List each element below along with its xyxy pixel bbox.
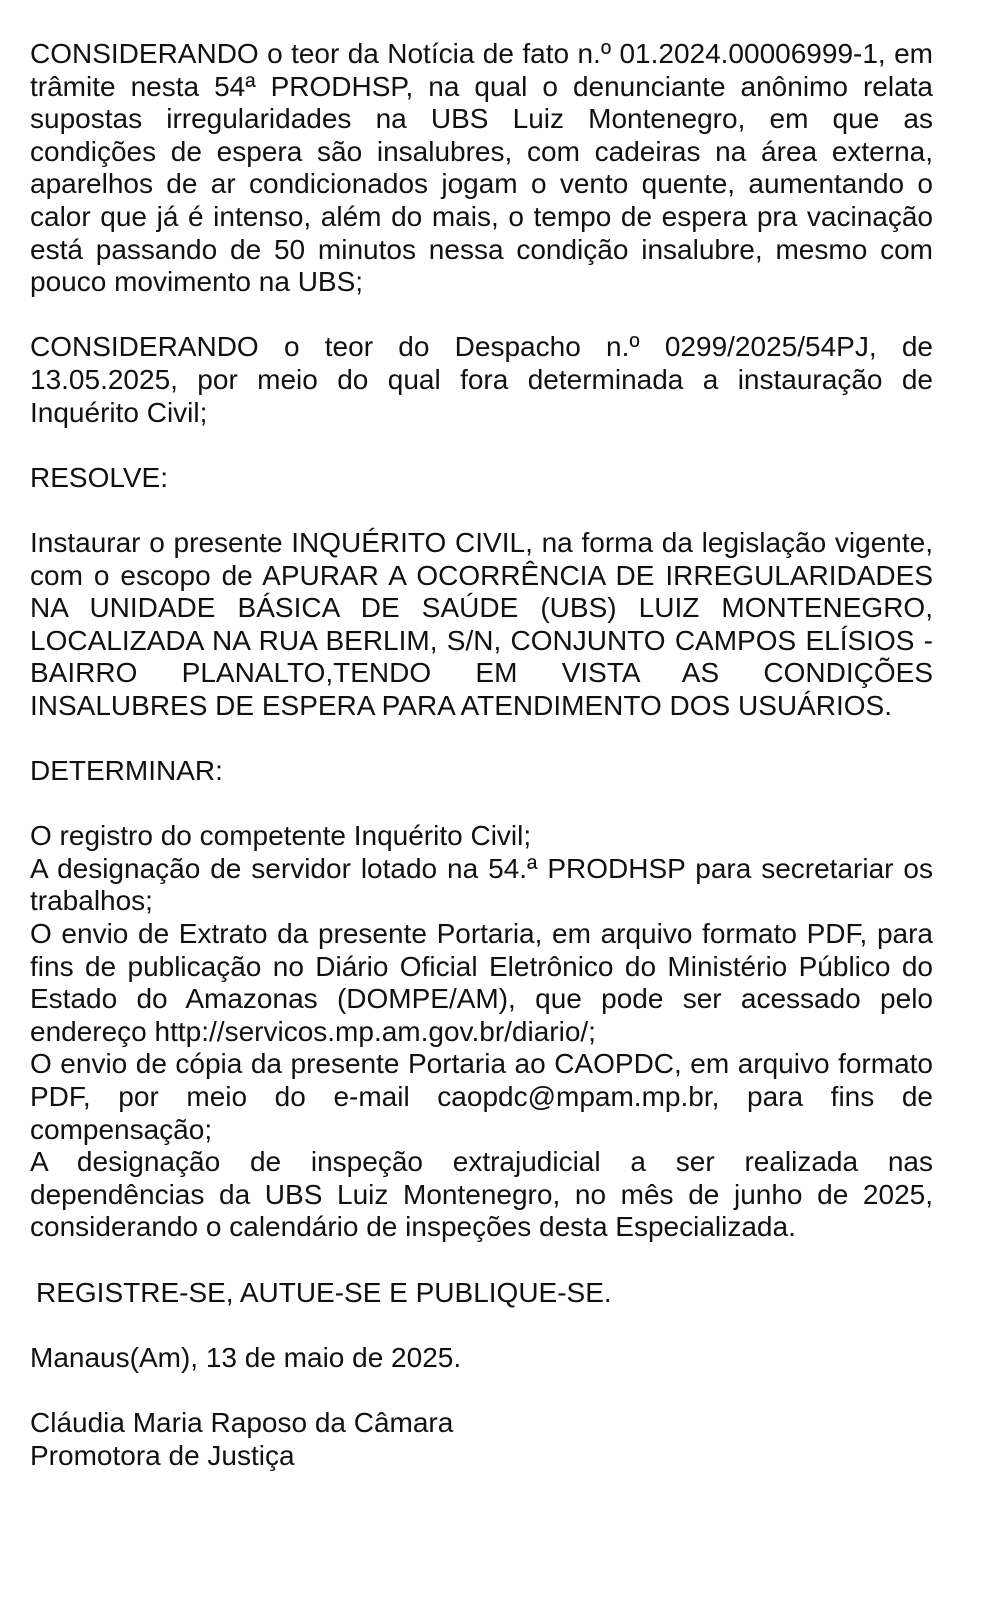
resolve-heading: RESOLVE: xyxy=(30,461,168,493)
spacer xyxy=(30,494,933,527)
signatory-title: Promotora de Justiça xyxy=(30,1439,295,1471)
spacer xyxy=(30,1244,933,1277)
signature-block xyxy=(30,1407,933,1472)
determination-item: O envio de Extrato da presente Portaria, em arquivo formato PDF, para fins de publicação no Diário Oficial Eletrônico do Ministério Público do Estado do Amazonas (DOMPE/AM), que pode ser acessado pelo endereço http://servicos.mp.am.gov.br/diario/; xyxy=(30,918,933,1047)
considerando-paragraph-2: CONSIDERANDO o teor do Despacho n.º 0299/2025/54PJ, de 13.05.2025, por meio do qual fora determinada a instauração de Inquérito Civil; xyxy=(30,331,933,428)
instaurar-paragraph: Instaurar o presente INQUÉRITO CIVIL, na forma da legislação vigente, com o escopo de APURAR A OCORRÊNCIA DE IRREGULARIDADES NA UNIDADE BÁSICA DE SAÚDE (UBS) LUIZ MONTENEGRO, LOCALIZADA NA RUA BERLIM, S/N, CONJUNTO CAMPOS ELÍSIOS - BAIRRO PLANALTO,TENDO EM VISTA AS CONDIÇÕES INSALUBRES DE ESPERA PARA ATENDIMENTO DOS USUÁRIOS. xyxy=(30,526,933,721)
spacer xyxy=(30,1374,933,1407)
spacer xyxy=(30,429,933,462)
spacer xyxy=(30,722,933,755)
spacer xyxy=(30,299,933,332)
determination-item: A designação de servidor lotado na 54.ª PRODHSP para secretariar os trabalhos; xyxy=(30,852,933,917)
signatory-name: Cláudia Maria Raposo da Câmara xyxy=(30,1406,454,1438)
closing-statement: REGISTRE-SE, AUTUE-SE E PUBLIQUE-SE. xyxy=(36,1276,612,1308)
spacer xyxy=(30,1309,933,1342)
determination-item: A designação de inspeção extrajudicial a ser realizada nas dependências da UBS Luiz Montenegro, no mês de junho de 2025, considerando o calendário de inspeções desta Especializada. xyxy=(30,1146,933,1243)
spacer xyxy=(30,788,933,821)
place-date: Manaus(Am), 13 de maio de 2025. xyxy=(30,1341,462,1373)
determination-item: O registro do competente Inquérito Civil; xyxy=(30,820,532,852)
determinations-list xyxy=(30,820,933,1244)
determinar-heading: DETERMINAR: xyxy=(30,755,223,787)
determination-item: O envio de cópia da presente Portaria ao CAOPDC, em arquivo formato PDF, por meio do e-mail caopdc@mpam.mp.br, para fins de compensação; xyxy=(30,1048,933,1145)
document-page xyxy=(30,38,933,1472)
considerando-paragraph-1: CONSIDERANDO o teor da Notícia de fato n.º 01.2024.00006999-1, em trâmite nesta 54ª PRODHSP, na qual o denunciante anônimo relata supostas irregularidades na UBS Luiz Montenegro, em que as condições de espera são insalubres, com cadeiras na área externa, aparelhos de ar condicionados jogam o vento quente, aumentando o calor que já é intenso, além do mais, o tempo de espera pra vacinação está passando de 50 minutos nessa condição insalubre, mesmo com pouco movimento na UBS; xyxy=(30,38,933,298)
